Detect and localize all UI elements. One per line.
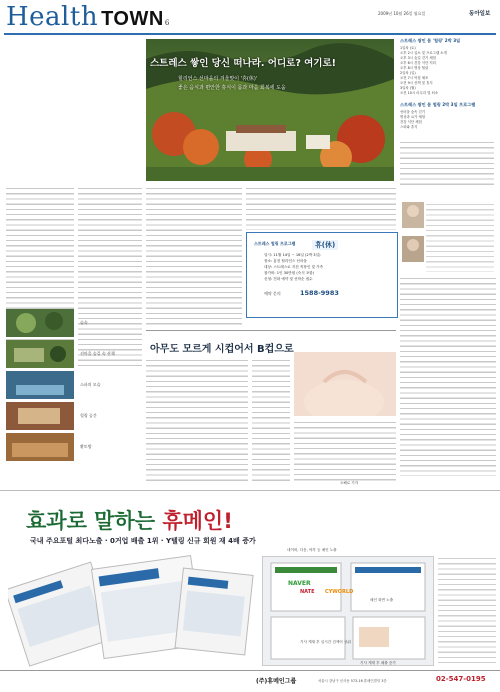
schedule-list-2 bbox=[400, 110, 494, 130]
feature-subtitle-2: 좋은 음식과 편안한 휴식이 몸과 마음 회복에 도움 bbox=[178, 85, 286, 91]
schedule-line: 스파와 휴식 bbox=[400, 125, 418, 129]
portal-screens bbox=[262, 556, 434, 666]
feature-subtitle-1: 힐리언스 선마을의 겨울맞이 '휴(休)' bbox=[178, 76, 258, 82]
info-title: 휴(休) bbox=[312, 240, 338, 250]
ad-address: 서울시 강남구 신사동 573-16 휴메인빌딩 3층 bbox=[318, 679, 387, 683]
right-column-text bbox=[400, 276, 496, 476]
ad-note: 기사 게재 후 매출 증가 bbox=[360, 661, 396, 665]
ad-divider bbox=[0, 490, 500, 491]
b-article-headline: 아무도 모르게 시컵어서 B컵으로 bbox=[150, 344, 294, 355]
ad-brand: 휴메인! bbox=[162, 509, 233, 533]
schedule-line: 오후 3시 숲길 걷기 체험 bbox=[400, 56, 436, 60]
left-column-text bbox=[6, 186, 74, 366]
issue-date: 2009년 10월 26일 월요일 bbox=[378, 11, 426, 16]
schedule-line: 오전 10시 마무리 및 퇴소 bbox=[400, 91, 439, 95]
article-divider bbox=[146, 330, 396, 331]
newspaper-stack-image bbox=[8, 552, 258, 668]
schedule-line: 오후 2시 입소 및 프로그램 소개 bbox=[400, 51, 447, 55]
ad-footer bbox=[0, 670, 500, 692]
ad-note: 기사 게재 후 실시간 검색어 상위 bbox=[300, 640, 351, 644]
ad-headline-text: 효과로 말하는 bbox=[26, 509, 163, 533]
b-article-photo bbox=[294, 352, 396, 416]
schedule-text bbox=[400, 140, 494, 186]
info-line: 대상: 스트레스로 지친 직장인 및 가족 bbox=[264, 265, 323, 269]
section-number: 6 bbox=[164, 19, 170, 27]
title-health: Health bbox=[6, 2, 99, 32]
schedule-line: 3일차 (월) bbox=[400, 86, 416, 90]
ad-company: (주)휴메인그룹 bbox=[256, 678, 297, 685]
info-phone: 1588-9983 bbox=[300, 289, 339, 297]
feature-headline: 스트레스 쌓인 당신 떠나라. 어디로? 여기로! bbox=[150, 58, 336, 69]
schedule-line: 건강 식단 체험 bbox=[400, 120, 422, 124]
ad-headline bbox=[26, 505, 233, 535]
b-article-column-3 bbox=[294, 420, 396, 482]
strip-caption-4: 힐링 공간 bbox=[80, 413, 97, 418]
strip-image-5 bbox=[6, 433, 74, 461]
phone-label: 예약 문의 bbox=[264, 291, 281, 296]
ad-phone: 02-547-0195 bbox=[436, 675, 486, 683]
header-rule bbox=[4, 33, 496, 35]
masthead-title bbox=[6, 2, 170, 32]
portal-logo: NATE bbox=[300, 589, 315, 595]
ad-note: 메인 화면 노출 bbox=[370, 598, 394, 602]
strip-caption-3: 스파의 모습 bbox=[80, 382, 101, 387]
info-line: 일시: 11월 14일 ~ 16일 (2박 3일) bbox=[264, 253, 321, 257]
b-article-column-1 bbox=[146, 358, 248, 482]
schedule-line: 오후 8시 명상 힐링 bbox=[400, 66, 429, 70]
schedule-line: 선마을 숲속 걷기 bbox=[400, 110, 426, 114]
strip-image-4 bbox=[6, 402, 74, 430]
article-column-1 bbox=[146, 186, 242, 326]
ad-body-text bbox=[438, 556, 496, 664]
schedule-line: 오후 6시 건강 식단 저녁 bbox=[400, 61, 436, 65]
strip-caption-1: 숲속 bbox=[80, 320, 88, 325]
ad-subheadline: 국내 주요포털 최다노출 · 0거업 배출 1위 · Y텔링 신규 회원 재 4배 증가 bbox=[30, 537, 256, 545]
schedule-line: 명상과 요가 체험 bbox=[400, 115, 426, 119]
left-column-text-2 bbox=[78, 186, 142, 366]
schedule-line: 2일차 (일) bbox=[400, 71, 416, 75]
article-column-2 bbox=[246, 186, 396, 230]
schedule-list-1 bbox=[400, 46, 494, 96]
doctor-text bbox=[426, 202, 494, 272]
strip-caption-2: 선마을 숲길 속 산책 bbox=[80, 351, 115, 356]
ad-note: 네이버, 다음, 야후 등 메인 노출 bbox=[287, 548, 337, 552]
strip-image-1 bbox=[6, 309, 74, 337]
schedule-title-2: 스트레스 쌓인 몸 힐링 2박 3일 프로그램 bbox=[400, 102, 476, 107]
schedule-title-1: 스트레스 쌓인 몸 '힐링' 2박 3일 bbox=[400, 38, 461, 43]
info-line: 장소: 홍천 힐리언스 선마을 bbox=[264, 259, 307, 263]
portal-logo: NAVER bbox=[288, 580, 311, 587]
schedule-line: 오전 7시 아침 체조 bbox=[400, 76, 429, 80]
strip-caption-5: 황토방 bbox=[80, 444, 92, 449]
strip-image-3 bbox=[6, 371, 74, 399]
schedule-line: 1일차 (토) bbox=[400, 46, 416, 50]
b-article-column-2 bbox=[252, 358, 290, 482]
b-article-byline: 오해로 기자 bbox=[340, 481, 359, 485]
title-town: TOWN bbox=[101, 8, 164, 30]
strip-image-2 bbox=[6, 340, 74, 368]
info-line: 신청: 전화 예약 및 선착순 접수 bbox=[264, 277, 313, 281]
paper-name: 동아일보 bbox=[469, 11, 491, 17]
info-line: 참가비: 1인 30만원 (숙식 포함) bbox=[264, 271, 315, 275]
portal-logo: CYWORLD bbox=[325, 589, 354, 595]
schedule-line: 오전 9시 산책 및 휴식 bbox=[400, 81, 433, 85]
info-label: 스트레스 힐링 프로그램 bbox=[254, 241, 296, 246]
